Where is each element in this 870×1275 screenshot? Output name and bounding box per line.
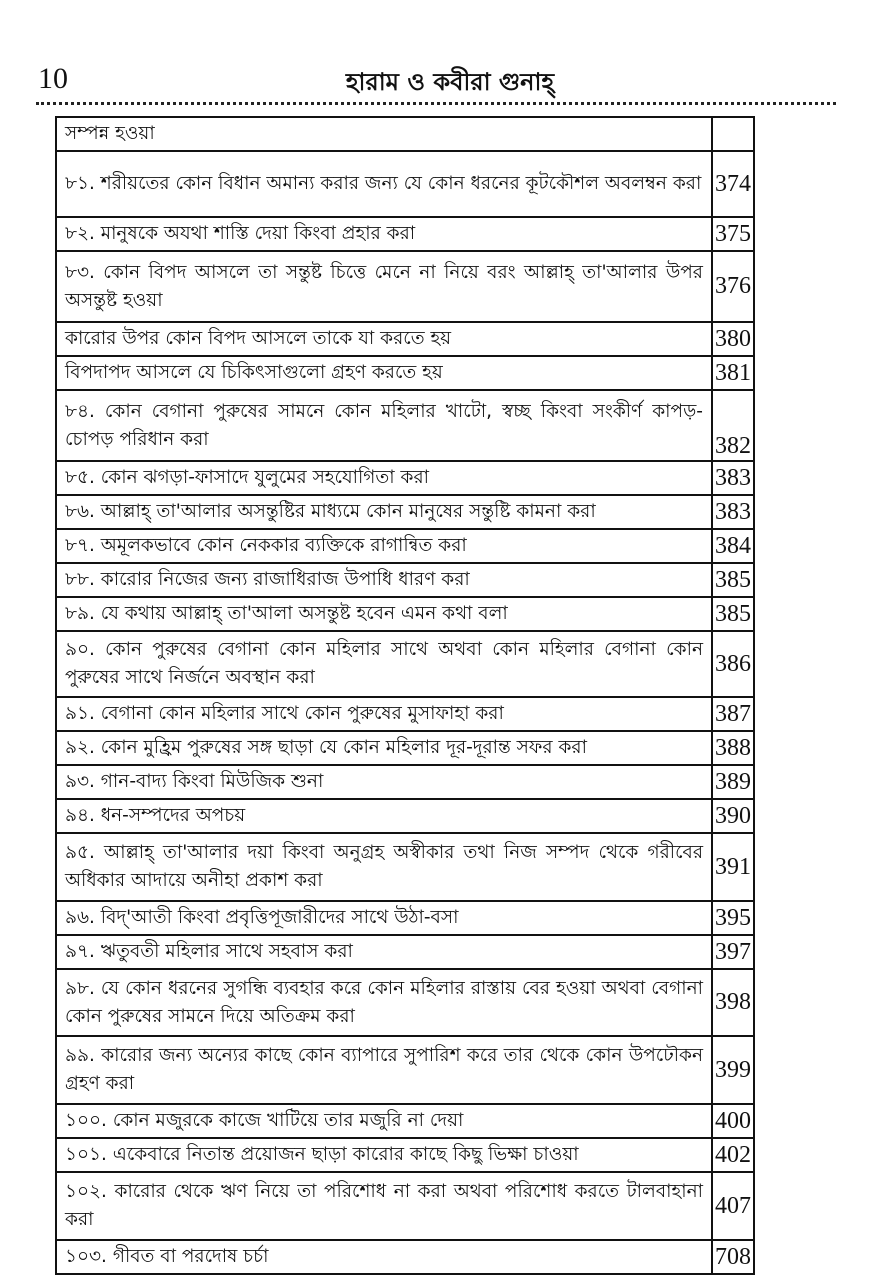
entry-page-number: 385: [712, 563, 754, 597]
entry-page-number: 374: [712, 151, 754, 217]
entry-title: ৮৭. অমূলকভাবে কোন নেককার ব্যক্তিকে রাগান্বিত করা: [56, 529, 712, 563]
entry-page-number: 388: [712, 731, 754, 765]
contents-table: [55, 116, 755, 1275]
entry-page-number: 407: [712, 1172, 754, 1240]
contents-row: [56, 697, 754, 731]
contents-row: [56, 1036, 754, 1104]
entry-title: ৯১. বেগানা কোন মহিলার সাথে কোন পুরুষের মুসাফাহা করা: [56, 697, 712, 731]
entry-page-number: 381: [712, 356, 754, 390]
entry-page-number: 397: [712, 935, 754, 969]
entry-page-number: 389: [712, 765, 754, 799]
contents-row: [56, 631, 754, 697]
entry-title: ১০২. কারোর থেকে ঋণ নিয়ে তা পরিশোধ না করা অথবা পরিশোধ করতে টালবাহানা করা: [56, 1172, 712, 1240]
entry-title: ৮১. শরীয়তের কোন বিধান অমান্য করার জন্য যে কোন ধরনের কূটকৌশল অবলম্বন করা: [56, 151, 712, 217]
contents-row: [56, 563, 754, 597]
entry-title: ৯২. কোন মুহ্রিম পুরুষের সঙ্গ ছাড়া যে কোন মহিলার দূর-দূরান্ত সফর করা: [56, 731, 712, 765]
contents-row: [56, 251, 754, 322]
entry-page-number: 375: [712, 217, 754, 251]
entry-page-number: 380: [712, 322, 754, 356]
contents-row: [56, 461, 754, 495]
entry-title: কারোর উপর কোন বিপদ আসলে তাকে যা করতে হয়: [56, 322, 712, 356]
running-title: হারাম ও কবীরা গুনাহ্: [345, 68, 555, 96]
entry-title: ৮৪. কোন বেগানা পুরুষের সামনে কোন মহিলার খাটো, স্বচ্ছ কিংবা সংকীর্ণ কাপড়-চোপড় পরিধান করা: [56, 390, 712, 461]
contents-row: [56, 833, 754, 901]
contents-row: [56, 356, 754, 390]
entry-page-number: [712, 117, 754, 151]
contents-row: [56, 765, 754, 799]
entry-title: ৯৪. ধন-সম্পদের অপচয়: [56, 799, 712, 833]
contents-row: [56, 1138, 754, 1172]
entry-title: ৯৯. কারোর জন্য অন্যের কাছে কোন ব্যাপারে সুপারিশ করে তার থেকে কোন উপঢৌকন গ্রহণ করা: [56, 1036, 712, 1104]
entry-page-number: 708: [712, 1240, 754, 1274]
entry-title: ৮৯. যে কথায় আল্লাহ্ তা'আলা অসন্তুষ্ট হবেন এমন কথা বলা: [56, 597, 712, 631]
contents-row: [56, 390, 754, 461]
entry-page-number: 399: [712, 1036, 754, 1104]
page-number: 10: [38, 62, 68, 95]
contents-row: [56, 1240, 754, 1274]
entry-title: ৮৮. কারোর নিজের জন্য রাজাধিরাজ উপাধি ধারণ করা: [56, 563, 712, 597]
entry-title: ১০০. কোন মজুরকে কাজে খাটিয়ে তার মজুরি না দেয়া: [56, 1104, 712, 1138]
entry-title: ৯৫. আল্লাহ্ তা'আলার দয়া কিংবা অনুগ্রহ অস্বীকার তথা নিজ সম্পদ থেকে গরীবের অধিকার আদায়ে অনীহা প্রকাশ করা: [56, 833, 712, 901]
header-divider: [36, 102, 836, 105]
entry-title: ৮২. মানুষকে অযথা শাস্তি দেয়া কিংবা প্রহার করা: [56, 217, 712, 251]
entry-page-number: 390: [712, 799, 754, 833]
entry-page-number: 387: [712, 697, 754, 731]
entry-title: বিপদাপদ আসলে যে চিকিৎসাগুলো গ্রহণ করতে হয়: [56, 356, 712, 390]
entry-page-number: 398: [712, 969, 754, 1036]
contents-row: [56, 1104, 754, 1138]
entry-page-number: 386: [712, 631, 754, 697]
entry-title: ৯৭. ঋতুবতী মহিলার সাথে সহবাস করা: [56, 935, 712, 969]
contents-table-body: [56, 117, 754, 1274]
contents-row: [56, 901, 754, 935]
entry-title: ৯৩. গান-বাদ্য কিংবা মিউজিক শুনা: [56, 765, 712, 799]
contents-row: [56, 1172, 754, 1240]
entry-page-number: 382: [712, 390, 754, 461]
entry-title: ৮৬. আল্লাহ্ তা'আলার অসন্তুষ্টির মাধ্যমে কোন মানুষের সন্তুষ্টি কামনা করা: [56, 495, 712, 529]
entry-title: ৯৮. যে কোন ধরনের সুগন্ধি ব্যবহার করে কোন মহিলার রাস্তায় বের হওয়া অথবা বেগানা কোন পুরুষের সামনে দিয়ে অতিক্রম করা: [56, 969, 712, 1036]
contents-row: [56, 935, 754, 969]
contents-row: [56, 117, 754, 151]
contents-row: [56, 529, 754, 563]
entry-page-number: 383: [712, 495, 754, 529]
entry-title: ৮৩. কোন বিপদ আসলে তা সন্তুষ্ট চিত্তে মেনে না নিয়ে বরং আল্লাহ্ তা'আলার উপর অসন্তুষ্ট হওয়া: [56, 251, 712, 322]
contents-row: [56, 322, 754, 356]
contents-row: [56, 597, 754, 631]
contents-row: [56, 217, 754, 251]
entry-page-number: 395: [712, 901, 754, 935]
contents-row: [56, 969, 754, 1036]
entry-page-number: 376: [712, 251, 754, 322]
entry-title: ৯০. কোন পুরুষের বেগানা কোন মহিলার সাথে অথবা কোন মহিলার বেগানা কোন পুরুষের সাথে নির্জনে অবস্থান করা: [56, 631, 712, 697]
entry-title: ৯৬. বিদ্'আতী কিংবা প্রবৃত্তিপূজারীদের সাথে উঠা-বসা: [56, 901, 712, 935]
entry-title: ৮৫. কোন ঝগড়া-ফাসাদে যুলুমের সহযোগিতা করা: [56, 461, 712, 495]
entry-title: ১০৩. গীবত বা পরদোষ চর্চা: [56, 1240, 712, 1274]
entry-page-number: 402: [712, 1138, 754, 1172]
contents-row: [56, 151, 754, 217]
contents-row: [56, 495, 754, 529]
entry-page-number: 400: [712, 1104, 754, 1138]
entry-page-number: 391: [712, 833, 754, 901]
entry-page-number: 385: [712, 597, 754, 631]
contents-row: [56, 799, 754, 833]
entry-page-number: 384: [712, 529, 754, 563]
entry-title: ১০১. একেবারে নিতান্ত প্রয়োজন ছাড়া কারোর কাছে কিছু ভিক্ষা চাওয়া: [56, 1138, 712, 1172]
contents-row: [56, 731, 754, 765]
entry-page-number: 383: [712, 461, 754, 495]
entry-title: সম্পন্ন হওয়া: [56, 117, 712, 151]
